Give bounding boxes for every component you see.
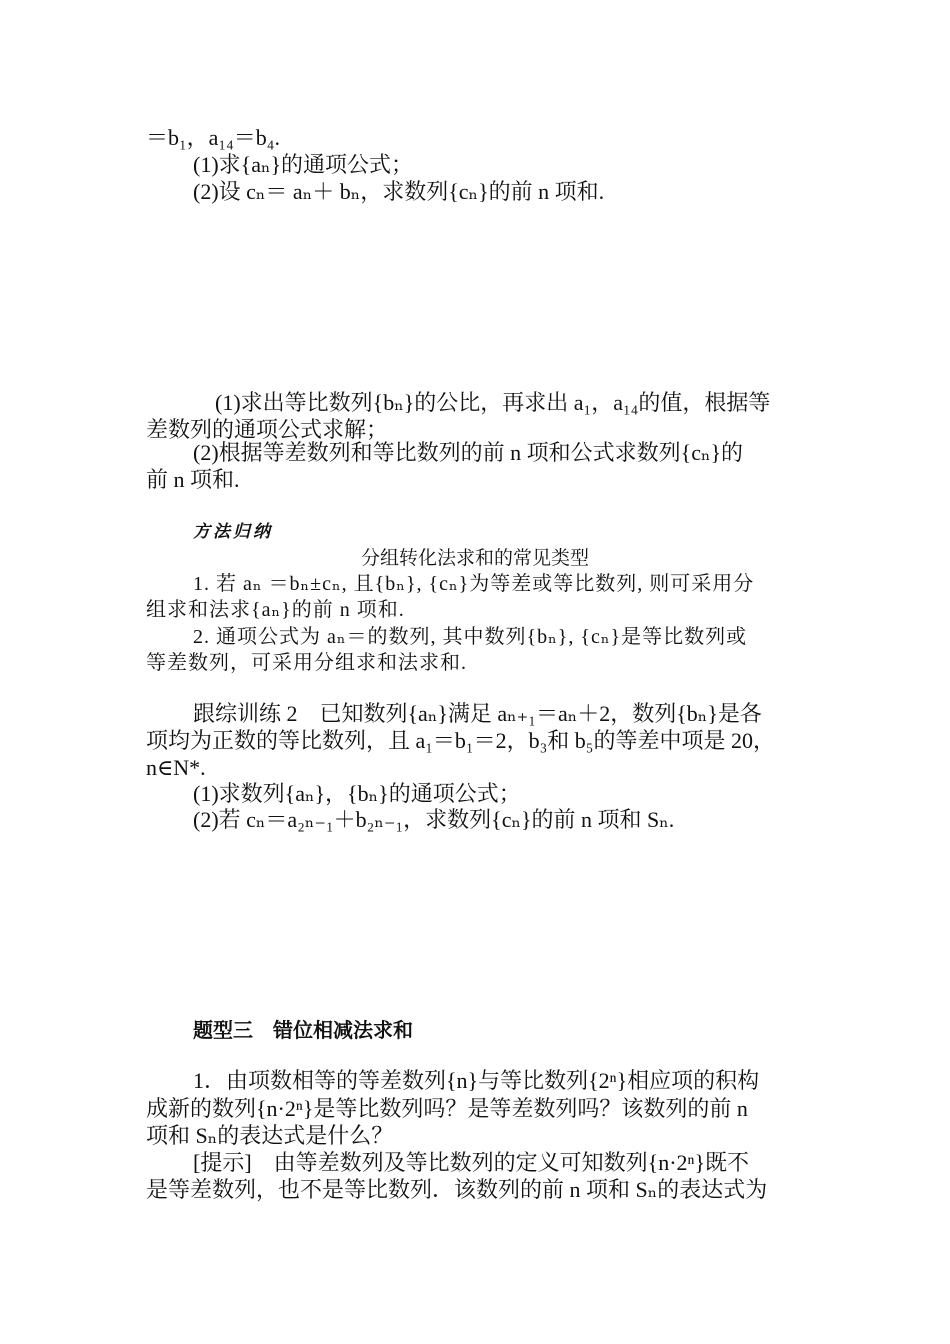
method-item-1-cont: 组求和法求{aₙ}的前 n 项和. (146, 599, 405, 621)
text-line: ＝b₁，a₁₄＝b₄. (146, 125, 280, 150)
practice-part-1: (1)求数列{aₙ}，{bₙ}的通项公式； (193, 781, 521, 806)
practice-line: 项均为正数的等比数列，且 a₁＝b₁＝2，b₃和 b₅的等差中项是 20， (146, 728, 775, 753)
method-item-2-cont: 等差数列，可采用分组求和法求和. (146, 652, 467, 674)
analysis-line: (2)根据等差数列和等比数列的前 n 项和公式求数列{cₙ}的 (193, 440, 744, 465)
question-line: 1．由项数相等的等差数列{n}与等比数列{2ⁿ}相应项的积构 (193, 1068, 760, 1093)
hint-line: 是等差数列，也不是等比数列．该数列的前 n 项和 Sₙ的表达式为 (146, 1177, 768, 1202)
practice-part-2: (2)若 cₙ＝a₂ₙ₋₁＋b₂ₙ₋₁，求数列{cₙ}的前 n 项和 Sₙ. (193, 807, 675, 832)
hint-line: [提示] 由等差数列及等比数列的定义可知数列{n·2ⁿ}既不 (193, 1150, 750, 1175)
analysis-line: 前 n 项和. (146, 467, 240, 492)
method-item-2: 2. 通项公式为 aₙ＝的数列, 其中数列{bₙ}, {cₙ}是等比数列或 (193, 626, 748, 648)
question-part-2: (2)设 cₙ＝ aₙ＋ bₙ，求数列{cₙ}的前 n 项和. (193, 179, 605, 204)
practice-line: 跟综训练 2 已知数列{aₙ}满足 aₙ₊₁＝aₙ＋2，数列{bₙ}是各 (193, 701, 762, 726)
analysis-line: 差数列的通项公式求解； (146, 417, 389, 442)
question-line: 成新的数列{n·2ⁿ}是等比数列吗？是等差数列吗？该数列的前 n (146, 1096, 748, 1121)
method-item-1: 1. 若 aₙ ＝bₙ±cₙ, 且{bₙ}, {cₙ}为等差或等比数列, 则可采用分 (193, 573, 755, 595)
question-line: 项和 Sₙ的表达式是什么？ (146, 1123, 394, 1148)
practice-line: n∈N*. (146, 755, 206, 780)
question-part-1: (1)求{aₙ}的通项公式； (193, 152, 414, 177)
method-heading: 方法归纳 (193, 522, 273, 542)
section-title: 题型三 错位相减法求和 (193, 1018, 413, 1042)
method-title: 分组转化法求和的常见类型 (360, 547, 589, 569)
analysis-line: (1)求出等比数列{bₙ}的公比，再求出 a₁，a₁₄的值，根据等 (215, 390, 771, 415)
